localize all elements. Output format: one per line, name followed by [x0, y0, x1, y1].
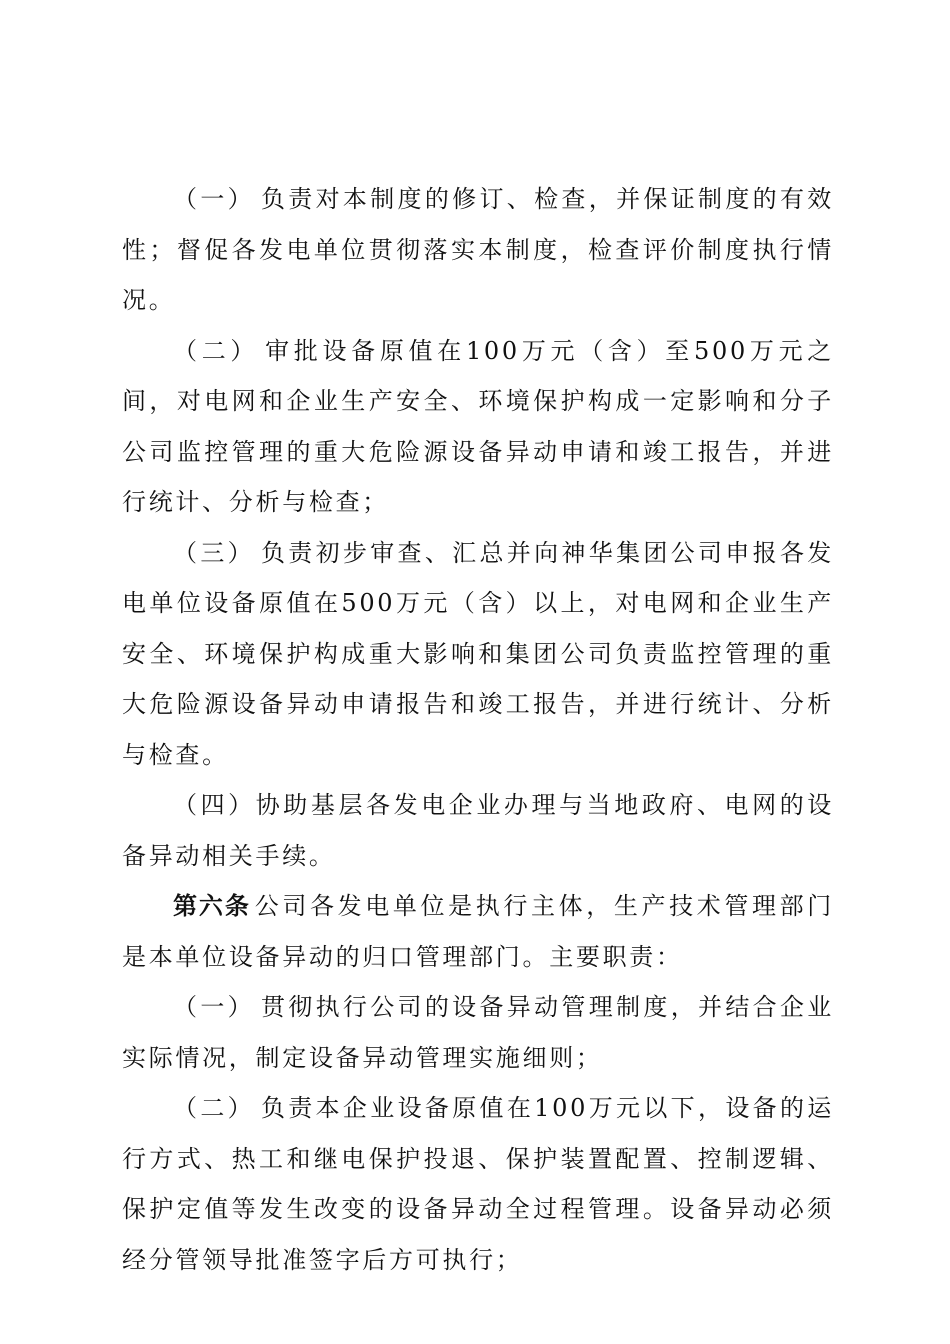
paragraph-text: 贯彻执行公司的设备异动管理制度，并结合企业实际情况，制定设备异动管理实施细则； [122, 993, 834, 1072]
paragraph-unit-duty-2 [122, 1083, 834, 1285]
item-marker: （二） [173, 336, 260, 365]
item-marker: （三） [173, 538, 255, 567]
item-marker: （四） [173, 791, 256, 819]
paragraph-duty-3 [122, 528, 834, 781]
item-marker: （一） [173, 185, 255, 213]
paragraph-text: 协助基层各发电企业办理与当地政府、电网的设备异动相关手续。 [122, 791, 834, 870]
item-marker: （一） [173, 993, 255, 1021]
article-heading: 第六条 [173, 892, 251, 920]
paragraph-duty-4 [122, 780, 834, 881]
paragraph-text: 审批设备原值在100万元（含）至500万元之间，对电网和企业生产安全、环境保护构成一定影响和分子公司监控管理的重大危险源设备异动申请和竣工报告，并进行统计、分析与检查； [122, 336, 834, 516]
item-marker: （二） [173, 1094, 255, 1122]
paragraph-text: 负责初步审查、汇总并向神华集团公司申报各发电单位设备原值在500万元（含）以上，对电网和企业生产安全、环境保护构成重大影响和集团公司负责监控管理的重大危险源设备异动申请报告和竣工报告，并进行统计、分析与检查。 [122, 538, 834, 769]
paragraph-duty-1 [122, 174, 834, 326]
paragraph-duty-2 [122, 326, 834, 528]
document-body [122, 174, 834, 1285]
paragraph-unit-duty-1 [122, 982, 834, 1083]
paragraph-text: 负责本企业设备原值在100万元以下，设备的运行方式、热工和继电保护投退、保护装置配置、控制逻辑、保护定值等发生改变的设备异动全过程管理。设备异动必须经分管领导批准签字后方可执行； [122, 1094, 834, 1274]
paragraph-article-6 [122, 881, 834, 982]
paragraph-text: 公司各发电单位是执行主体，生产技术管理部门是本单位设备异动的归口管理部门。主要职责： [122, 892, 834, 971]
paragraph-text: 负责对本制度的修订、检查，并保证制度的有效性；督促各发电单位贯彻落实本制度，检查评价制度执行情况。 [122, 185, 834, 314]
